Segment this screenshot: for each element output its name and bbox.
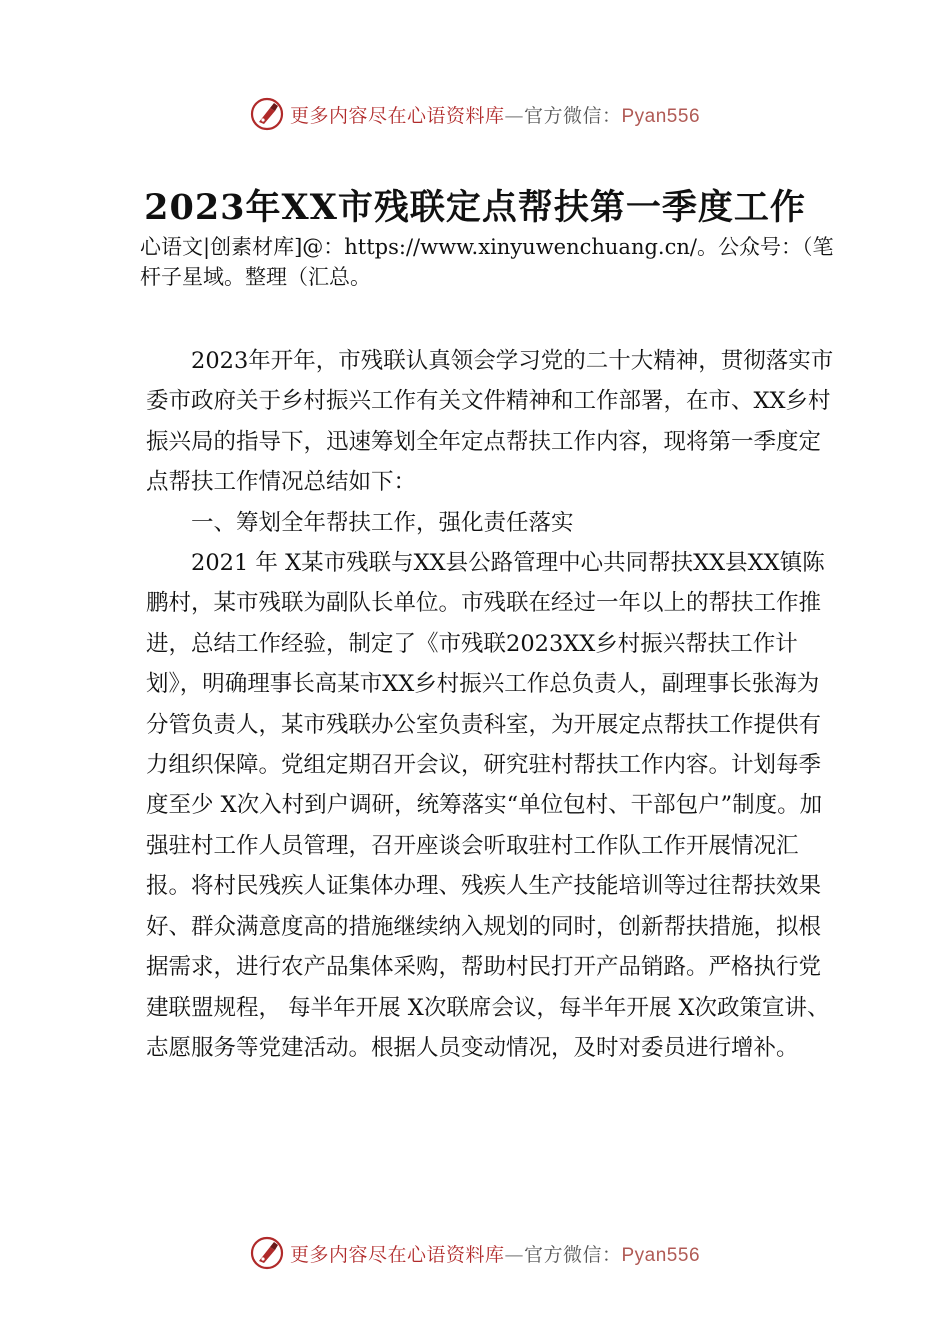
paragraph-intro: 2023年开年，市残联认真领会学习党的二十大精神，贯彻落实市委市政府关于乡村振兴工作有关文件精神和工作部署，在市、XX乡村振兴局的指导下，迅速筹划全年定点帮扶工作内容，现将第一季度定点帮扶工作情况总结如下： [146, 348, 834, 496]
banner-dash: — [504, 104, 524, 127]
banner-main-text: 更多内容尽在心语资料库 [289, 104, 505, 127]
paragraph-section-1: 2021 年 X某市残联与XX县公路管理中心共同帮扶XX县XX镇陈鹏村，某市残联为副队长单位。市残联在经过一年以上的帮扶工作推进，总结工作经验，制定了《市残联2023XX乡村振兴帮扶工作计划》，明确理事长高某市XX乡村振兴工作总负责人，副理事长张海为分管负责人，某市残联办公室负责科室，为开展定点帮扶工作提供有力组织保障。党组定期召开会议，研究驻村帮扶工作内容。计划每季度至少 X次入村到户调研，统筹落实“单位包村、干部包户”制度。加强驻村工作人员管理，召开座谈会听取驻村工作队工作开展情况汇报。将村民残疾人证集体办理、残疾人生产技能培训等过往帮扶效果好、群众满意度高的措施继续纳入规划的同时，创新帮扶措施，拟根据需求，进行农产品集体采购，帮助村民打开产品销路。严格执行党建联盟规程， 每半年开展 X次联席会议，每半年开展 X次政策宣讲、志愿服务等党建活动。根据人员变动情况，及时对委员进行增补。 [146, 550, 830, 1061]
banner-wechat-label: 官方微信： [523, 104, 622, 127]
banner-main-text: 更多内容尽在心语资料库 [289, 1243, 505, 1266]
document-title: 2023年XX市残联定点帮扶第一季度工作 [144, 187, 806, 228]
header-banner [0, 94, 950, 134]
section-heading: 一、筹划全年帮扶工作，强化责任落实 [191, 509, 574, 536]
banner-wechat-label: 官方微信： [523, 1243, 622, 1266]
banner-text [290, 1240, 700, 1267]
banner-wechat-id: Pyan556 [621, 105, 701, 127]
pen-nib-logo-icon [250, 97, 284, 131]
banner-text [290, 101, 700, 128]
source-line: 心语文|创素材库]@：https://www.xinyuwenchuang.cn/。公众号：（笔杆子星域。整理（汇总。 [140, 235, 834, 289]
footer-banner [0, 1233, 950, 1273]
banner-dash: — [504, 1243, 524, 1266]
document-body [146, 341, 836, 1068]
banner-wechat-id: Pyan556 [621, 1244, 701, 1266]
pen-nib-logo-icon [250, 1236, 284, 1270]
